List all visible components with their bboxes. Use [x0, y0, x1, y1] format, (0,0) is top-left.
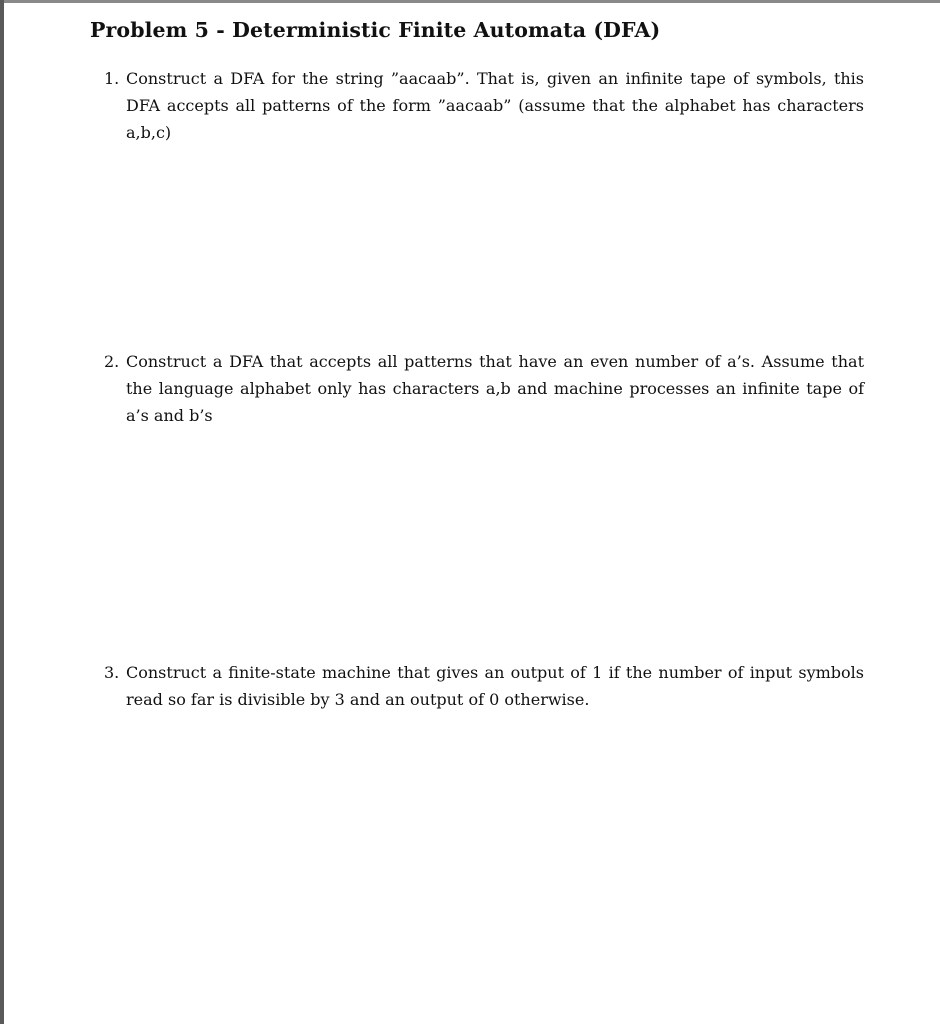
document-page [4, 3, 940, 1024]
problem-text: Construct a finite-state machine that gives an output of 1 if the number of input symbols read so far is divisible by 3 and an output of 0 otherwise. [126, 663, 864, 709]
problem-number: 3. [104, 663, 120, 682]
problem-number: 2. [104, 352, 120, 371]
problem-item-2 [104, 348, 864, 429]
problem-item-1 [104, 65, 864, 146]
problem-text: Construct a DFA for the string ”aacaab”. That is, given an infinite tape of symbols, this DFA accepts all patterns of the form ”aacaab” (assume that the alphabet has characters a,b,c) [126, 69, 864, 142]
problem-text: Construct a DFA that accepts all patterns that have an even number of a’s. Assume that the language alphabet only has characters a,b and machine processes an infinite tape of a’s and b’s [126, 352, 864, 425]
page-title: Problem 5 - Deterministic Finite Automata (DFA) [90, 18, 661, 42]
problem-number: 1. [104, 69, 120, 88]
problem-item-3 [104, 659, 864, 713]
